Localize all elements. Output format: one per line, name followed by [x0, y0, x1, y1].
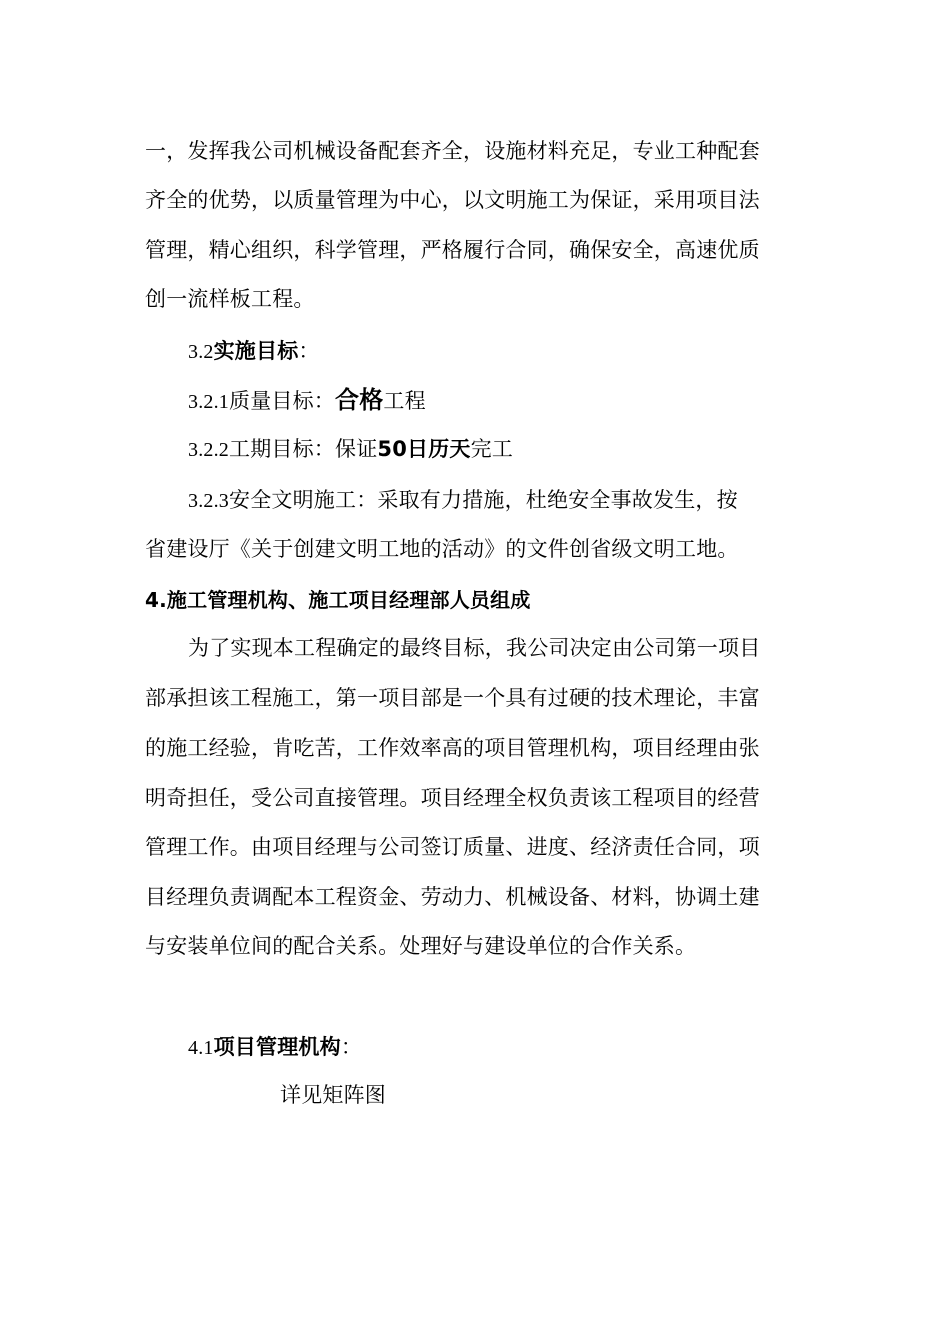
- item-3-2-3-line-1: [188, 485, 738, 516]
- section-4-1-title: 项目管理机构: [213, 1035, 341, 1059]
- item-3-2-2: [188, 434, 513, 465]
- item-3-2-2-label: 工期目标：保证: [229, 437, 378, 461]
- item-3-2-3-text: 安全文明施工：采取有力措施，杜绝安全事故发生，按: [229, 488, 738, 512]
- section-3-2-colon: ：: [298, 339, 320, 363]
- paragraph-4-line-7: 与安装单位间的配合关系。处理好与建设单位的合作关系。: [145, 934, 697, 958]
- section-4-1-colon: ：: [340, 1035, 363, 1059]
- paragraph-1-line-2: 齐全的优势，以质量管理为中心，以文明施工为保证，采用项目法: [145, 188, 760, 212]
- paragraph-1-line-3: 管理，精心组织，科学管理，严格履行合同，确保安全，高速优质: [145, 238, 760, 262]
- item-3-2-1-tail: 工程: [383, 389, 426, 413]
- item-3-2-3-number: 3.2.3: [188, 490, 229, 512]
- section-3-2-heading: [188, 336, 320, 367]
- paragraph-4-line-4: 明奇担任，受公司直接管理。项目经理全权负责该工程项目的经营: [145, 786, 760, 810]
- item-3-2-3-line-2: 省建设厅《关于创建文明工地的活动》的文件创省级文明工地。: [145, 537, 739, 561]
- section-4-1-number: 4.1: [188, 1037, 214, 1059]
- item-3-2-1-emphasis: 合格: [335, 386, 384, 414]
- paragraph-4-line-3: 的施工经验，肯吃苦，工作效率高的项目管理机构，项目经理由张: [145, 736, 760, 760]
- paragraph-4-line-6: 目经理负责调配本工程资金、劳动力、机械设备、材料，协调土建: [145, 885, 760, 909]
- item-3-2-1: [188, 385, 426, 417]
- item-3-2-2-tail: 完工: [470, 437, 514, 461]
- section-4-1-heading: [188, 1032, 362, 1063]
- paragraph-4-line-1: 为了实现本工程确定的最终目标，我公司决定由公司第一项目: [188, 636, 761, 660]
- section-4-heading: 4.施工管理机构、施工项目经理部人员组成: [145, 588, 531, 612]
- matrix-note: 详见矩阵图: [280, 1083, 386, 1107]
- section-3-2-number: 3.2: [188, 341, 214, 363]
- paragraph-1-line-1: 一，发挥我公司机械设备配套齐全，设施材料充足，专业工种配套: [145, 139, 760, 163]
- item-3-2-1-label: 质量目标：: [229, 389, 335, 413]
- paragraph-4-line-2: 部承担该工程施工，第一项目部是一个具有过硬的技术理论，丰富: [145, 686, 760, 710]
- paragraph-1-line-4: 创一流样板工程。: [145, 287, 315, 311]
- paragraph-4-line-5: 管理工作。由项目经理与公司签订质量、进度、经济责任合同，项: [145, 835, 760, 859]
- item-3-2-2-number: 3.2.2: [188, 439, 229, 461]
- section-3-2-title: 实施目标: [213, 339, 299, 363]
- item-3-2-1-number: 3.2.1: [188, 391, 229, 413]
- item-3-2-2-emphasis: 50日历天: [377, 437, 471, 461]
